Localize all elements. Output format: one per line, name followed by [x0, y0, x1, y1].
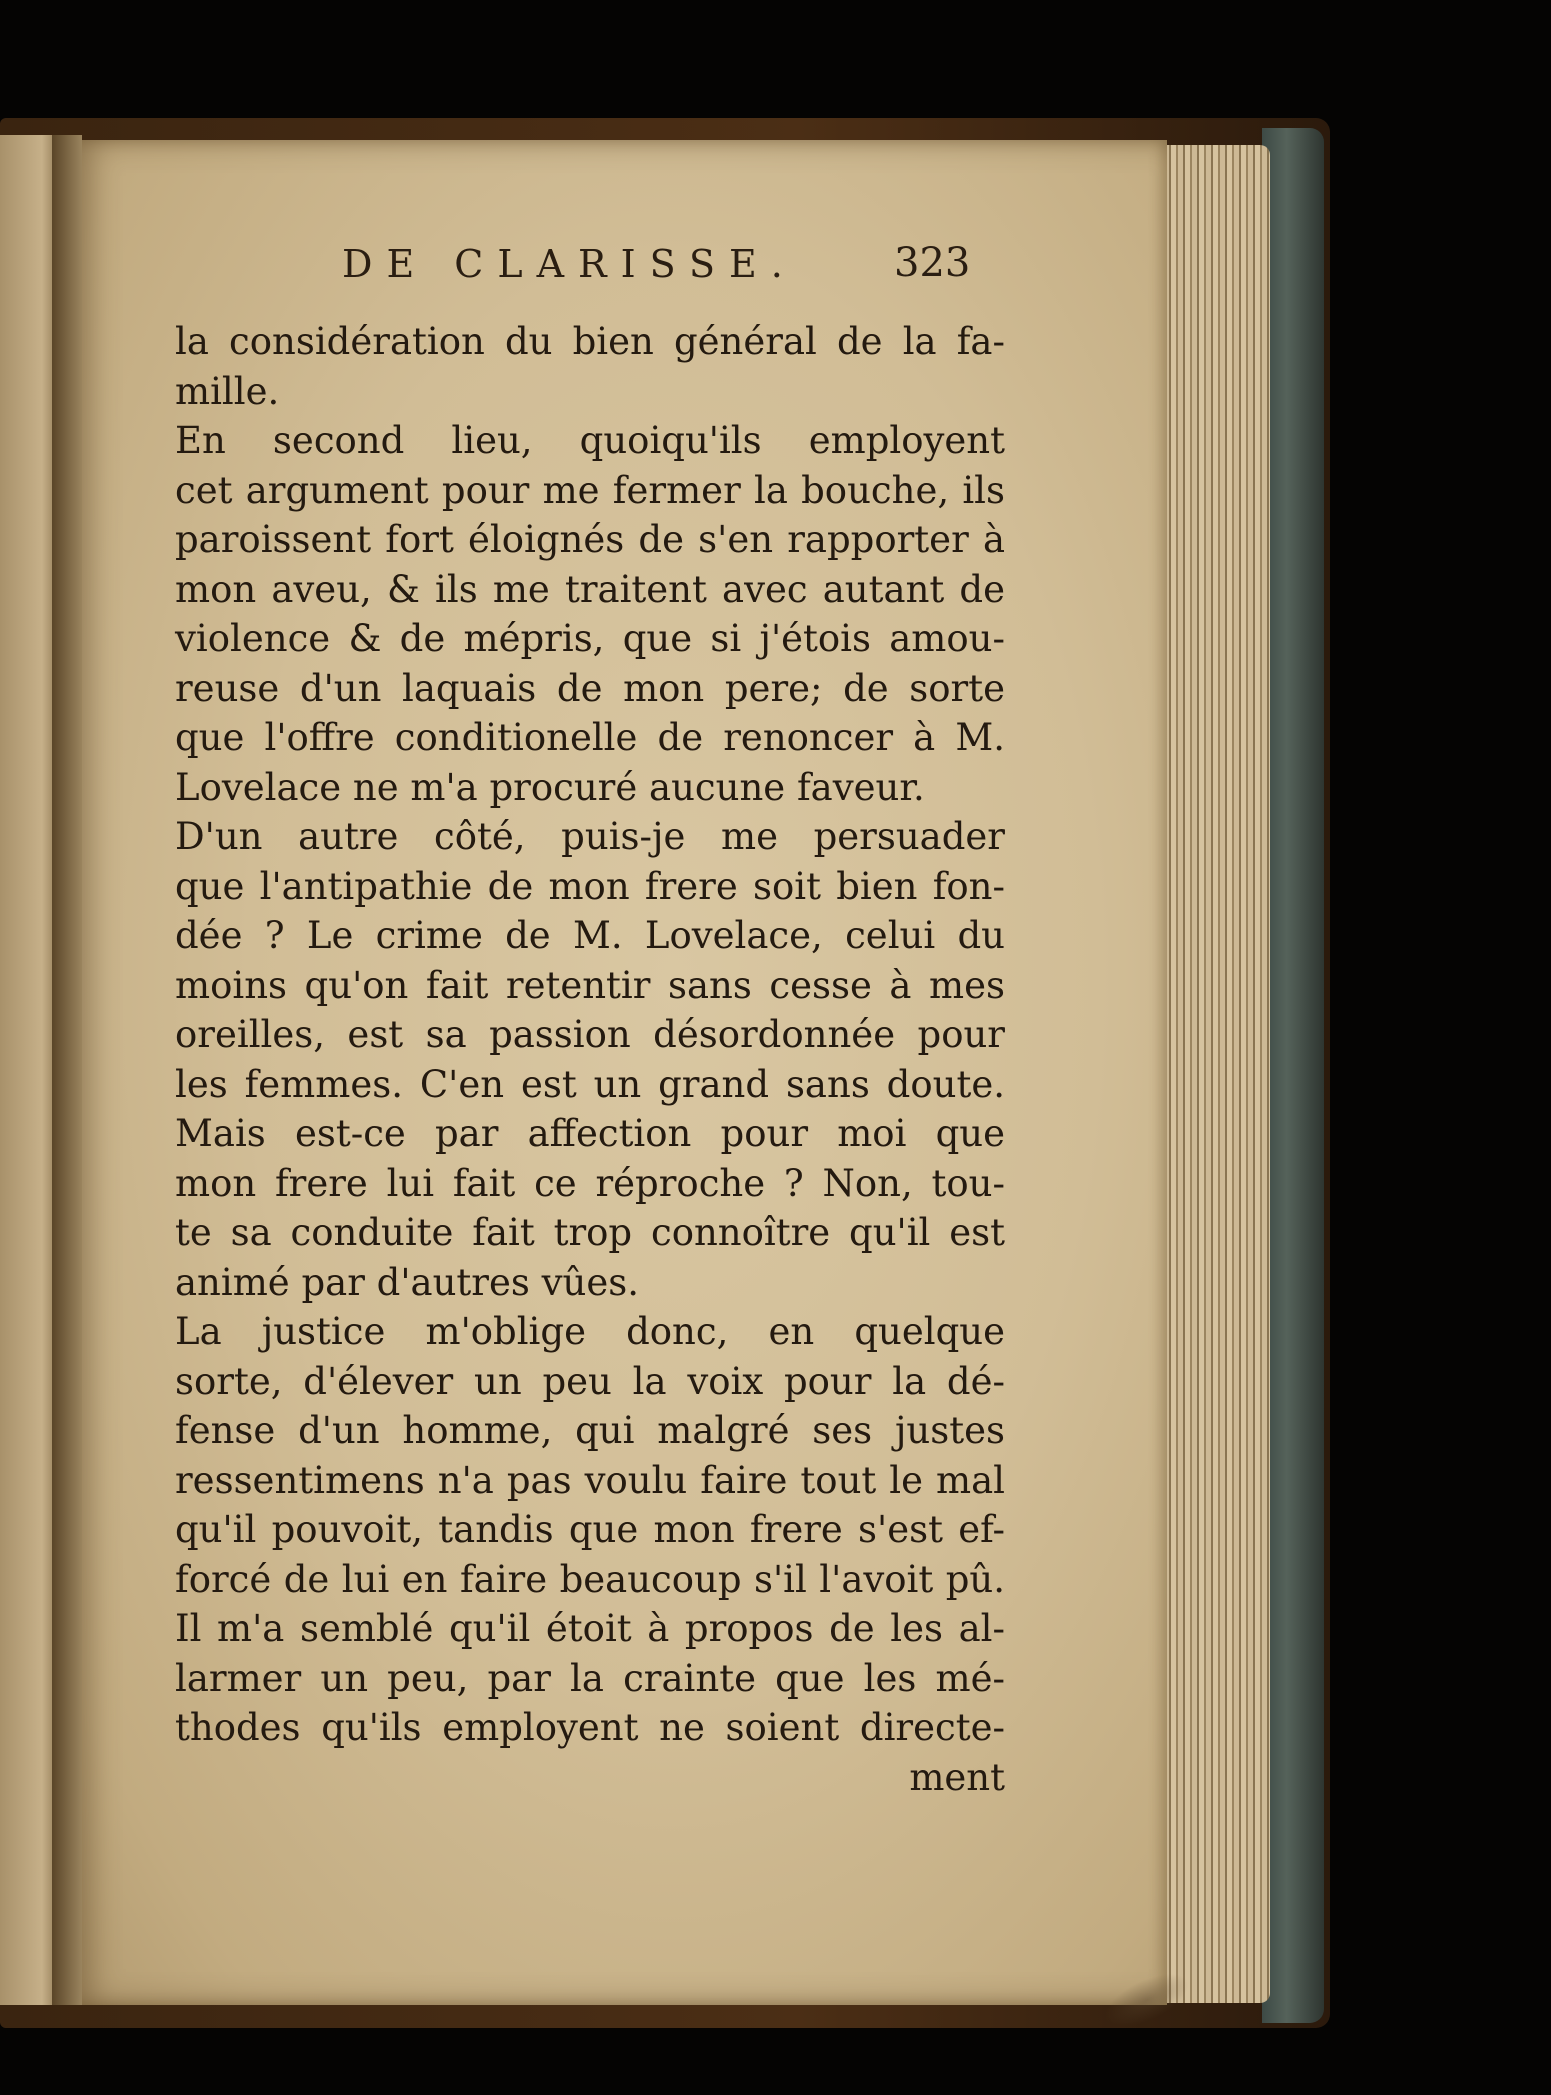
gutter [52, 135, 82, 2005]
text-line: D'un autre côté, puis-je me persuader [175, 815, 1005, 858]
text-line: ressentimens n'a pas voulu faire tout le mal [175, 1458, 1005, 1502]
cover-edge [1262, 128, 1324, 2023]
text-line: larmer un peu, par la crainte que les mé- [175, 1656, 1005, 1700]
text-line: fense d'un homme, qui malgré ses justes [175, 1409, 1005, 1452]
text-line: dée ? Le crime de M. Lovelace, celui du [175, 914, 1005, 957]
text-line: la considération du bien général de la fa- [175, 320, 1005, 363]
catchword: ment [909, 1755, 1005, 1799]
text-line: animé par d'autres vûes. [175, 1260, 639, 1304]
page-number: 323 [894, 240, 971, 286]
text-line: Lovelace ne m'a procuré aucune faveur. [175, 765, 925, 809]
text-line: reuse d'un laquais de mon pere; de sorte [175, 666, 1005, 710]
text-line: oreilles, est sa passion désordonnée pour [175, 1013, 1005, 1056]
facing-page [0, 135, 60, 2005]
text-line: qu'il pouvoit, tandis que mon frere s'est ef- [175, 1508, 1005, 1551]
text-line: les femmes. C'en est un grand sans doute. [175, 1062, 1005, 1106]
text-line: thodes qu'ils employent ne soient directe- [175, 1706, 1005, 1749]
running-head: DE CLARISSE. [342, 242, 797, 286]
text-line: Mais est-ce par affection pour moi que [175, 1112, 1005, 1155]
text-line: mon frere lui fait ce réproche ? Non, tou- [175, 1161, 1005, 1205]
page-header [72, 242, 1167, 302]
text-line: cet argument pour me fermer la bouche, ils [175, 468, 1005, 512]
text-line: sorte, d'élever un peu la voix pour la dé- [175, 1359, 1005, 1403]
text-line: violence & de mépris, que si j'étois amou- [175, 617, 1005, 660]
text-line: Il m'a semblé qu'il étoit à propos de les al- [175, 1607, 1005, 1650]
text-line: paroissent fort éloignés de s'en rapporter à [175, 518, 1005, 561]
text-line: En second lieu, quoiqu'ils employent [175, 419, 1005, 462]
text-line: te sa conduite fait trop connoître qu'il est [175, 1211, 1005, 1254]
text-line: que l'antipathie de mon frere soit bien fon- [175, 864, 1005, 908]
text-line: La justice m'oblige donc, en quelque [175, 1310, 1005, 1353]
text-line: forcé de lui en faire beaucoup s'il l'avoit pû. [175, 1557, 1005, 1601]
text-line: moins qu'on fait retentir sans cesse à mes [175, 963, 1005, 1007]
text-line: mille. [175, 369, 280, 413]
text-line: mon aveu, & ils me traitent avec autant de [175, 567, 1005, 611]
text-line: que l'offre conditionelle de renoncer à M. [175, 716, 1005, 759]
page-edges [1150, 145, 1270, 2003]
